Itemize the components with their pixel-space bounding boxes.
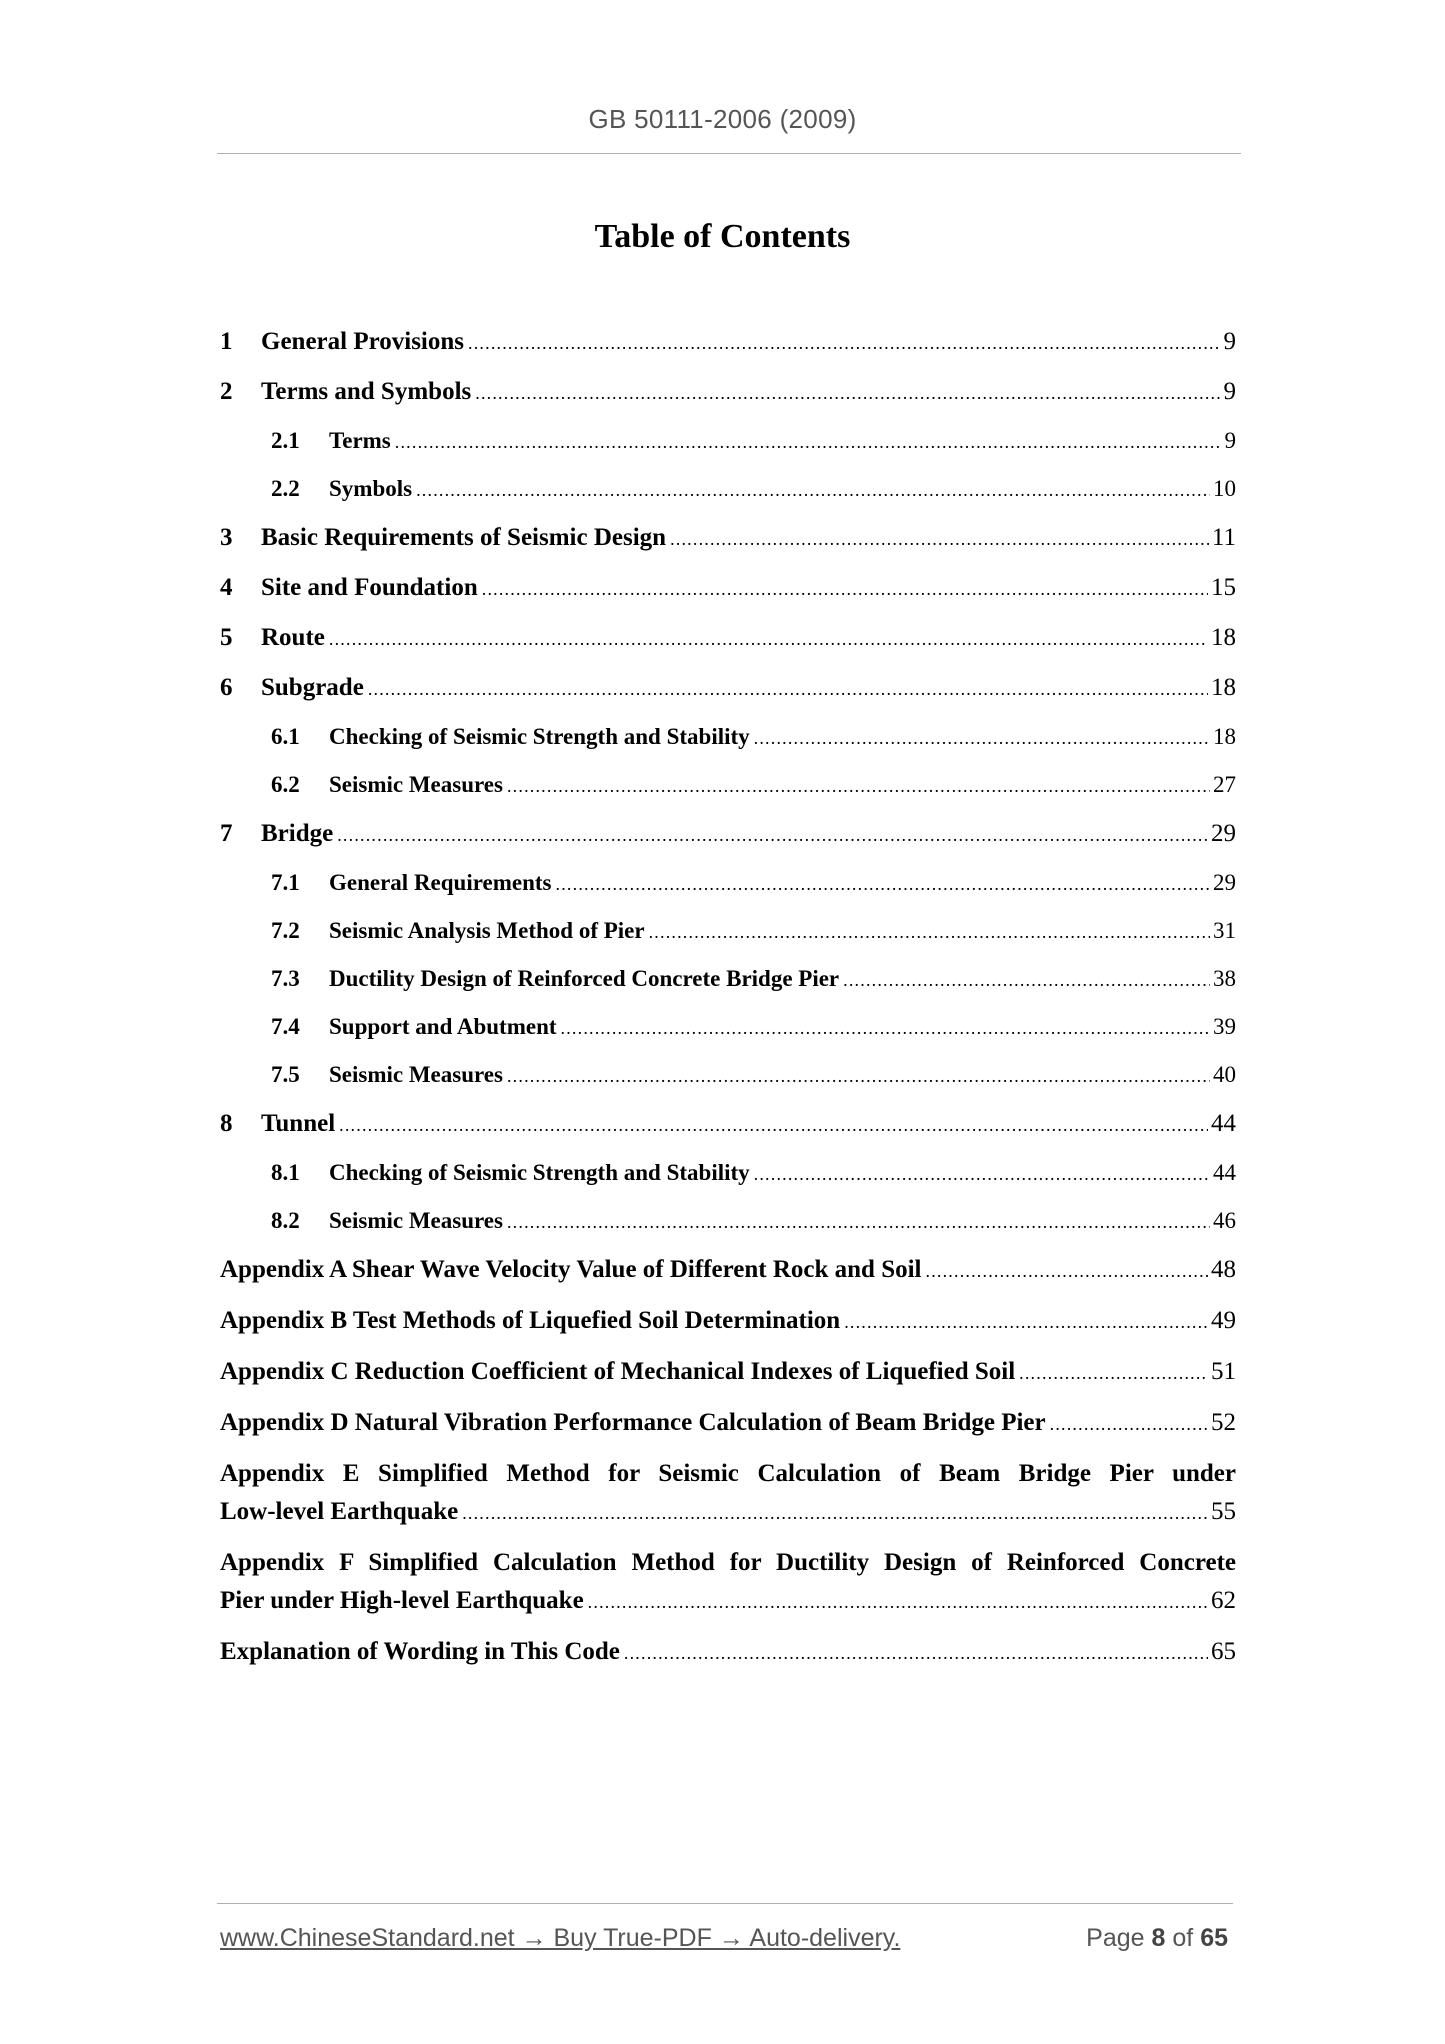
toc-entry-number: 2 (220, 378, 233, 405)
toc-entry-number: 6 (220, 674, 233, 701)
toc-entry-number: 2.1 (271, 428, 300, 453)
dot-leader (507, 1066, 1210, 1087)
dot-leader (649, 922, 1210, 943)
toc-entry-page: 27 (1213, 772, 1236, 797)
toc-entry-title: Seismic Measures (329, 1062, 503, 1087)
toc-entry-number: 8.2 (271, 1208, 300, 1233)
toc-entry-8[interactable] (220, 1110, 1236, 1160)
toc-entry-number: 7.4 (271, 1014, 300, 1039)
toc-entry-number: 4 (220, 574, 233, 601)
toc-entry-page: 55 (1211, 1498, 1236, 1525)
toc-entry-7-1[interactable] (220, 870, 1236, 918)
dot-leader (754, 728, 1210, 749)
header-divider (217, 153, 1241, 154)
toc-entry-1[interactable] (220, 328, 1236, 378)
dot-leader (844, 1312, 1208, 1333)
toc-entry-page: 62 (1211, 1587, 1236, 1614)
toc-entry-6-1[interactable] (220, 724, 1236, 772)
dot-leader (368, 679, 1208, 700)
dot-leader (395, 432, 1222, 453)
toc-entry-number: 7 (220, 820, 233, 847)
toc-entry-7-3[interactable] (220, 966, 1236, 1014)
toc-entry-title: Appendix A Shear Wave Velocity Value of Different Rock and Soil (220, 1256, 922, 1283)
page-title: Table of Contents (594, 218, 851, 255)
page-current: 8 (1151, 1924, 1166, 1952)
toc-entry-7-5[interactable] (220, 1062, 1236, 1110)
footer-divider (217, 1903, 1233, 1904)
dot-leader (754, 1164, 1210, 1185)
dot-leader (588, 1592, 1208, 1613)
toc-entry-title: Appendix B Test Methods of Liquefied Soil Determination (220, 1307, 841, 1334)
toc-entry-title: Checking of Seismic Strength and Stability (329, 1160, 750, 1185)
toc-entry-number: 7.2 (271, 918, 300, 943)
toc-entry-number: 2.2 (271, 476, 300, 501)
toc-entry-number: 6.1 (271, 724, 300, 749)
toc-entry-7-2[interactable] (220, 918, 1236, 966)
toc-entry-title: Ductility Design of Reinforced Concrete Bridge Pier (329, 966, 840, 991)
page-of-label: of (1172, 1924, 1194, 1952)
toc-entry-2[interactable] (220, 378, 1236, 428)
toc-appendix-c[interactable] (220, 1358, 1236, 1409)
toc-entry-number: 3 (220, 524, 233, 551)
dot-leader (1050, 1414, 1208, 1435)
toc-entry-4[interactable] (220, 574, 1236, 624)
toc-appendix-f[interactable] (220, 1549, 1236, 1638)
toc-entry-6-2[interactable] (220, 772, 1236, 820)
toc-entry-page: 40 (1213, 1062, 1236, 1087)
toc-entry-number: 8 (220, 1110, 233, 1137)
toc-entry-5[interactable] (220, 624, 1236, 674)
toc-entry-title: Checking of Seismic Strength and Stability (329, 724, 750, 749)
toc-entry-page: 31 (1213, 918, 1236, 943)
dot-leader (1019, 1363, 1208, 1384)
toc-entry-page: 65 (1211, 1638, 1236, 1665)
toc-appendix-b[interactable] (220, 1307, 1236, 1358)
toc-entry-page: 15 (1211, 574, 1236, 601)
toc-entry-page: 18 (1211, 674, 1236, 701)
toc-entry-2-1[interactable] (220, 428, 1236, 476)
toc-entry-title: Subgrade (261, 674, 364, 701)
table-of-contents (220, 328, 1236, 1689)
toc-entry-page: 38 (1213, 966, 1236, 991)
toc-entry-page: 46 (1213, 1208, 1236, 1233)
toc-entry-3[interactable] (220, 524, 1236, 574)
dot-leader (926, 1261, 1209, 1282)
toc-entry-7[interactable] (220, 820, 1236, 870)
toc-entry-title: Tunnel (261, 1110, 336, 1137)
dot-leader (339, 1115, 1208, 1136)
toc-entry-page: 44 (1211, 1110, 1236, 1137)
toc-entry-title: Terms (329, 428, 391, 453)
toc-entry-2-2[interactable] (220, 476, 1236, 524)
toc-entry-title: Appendix D Natural Vibration Performance Calculation of Beam Bridge Pier (220, 1409, 1046, 1436)
toc-entry-number: 5 (220, 624, 233, 651)
toc-entry-page: 10 (1213, 476, 1236, 501)
toc-entry-title-line1: Appendix E Simplified Method for Seismic Calculation of Beam Bridge Pier under (220, 1460, 1236, 1487)
toc-entry-title: General Requirements (329, 870, 552, 895)
toc-entry-title: Site and Foundation (261, 574, 478, 601)
page-label: Page (1086, 1924, 1145, 1952)
toc-explanation-of-wording[interactable] (220, 1638, 1236, 1689)
page-total: 65 (1200, 1924, 1228, 1952)
dot-leader (561, 1018, 1210, 1039)
dot-leader (556, 874, 1210, 895)
toc-entry-title-line2: Low-level Earthquake (220, 1498, 459, 1525)
toc-entry-title: Appendix C Reduction Coefficient of Mechanical Indexes of Liquefied Soil (220, 1358, 1016, 1385)
toc-entry-page: 39 (1213, 1014, 1236, 1039)
toc-entry-page: 9 (1223, 328, 1236, 355)
toc-entry-title: Seismic Measures (329, 1208, 503, 1233)
toc-entry-title: Explanation of Wording in This Code (220, 1638, 620, 1665)
dot-leader (843, 970, 1210, 991)
dot-leader (624, 1643, 1208, 1664)
toc-entry-number: 7.1 (271, 870, 300, 895)
toc-entry-8-2[interactable] (220, 1208, 1236, 1256)
toc-entry-number: 8.1 (271, 1160, 300, 1185)
toc-entry-title: Symbols (329, 476, 413, 501)
toc-entry-page: 52 (1211, 1409, 1236, 1436)
toc-appendix-d[interactable] (220, 1409, 1236, 1460)
toc-entry-page: 44 (1213, 1160, 1236, 1185)
toc-entry-title: Basic Requirements of Seismic Design (261, 524, 667, 551)
toc-entry-title: Terms and Symbols (261, 378, 472, 405)
footer-website-link[interactable]: www.ChineseStandard.net → Buy True-PDF → Auto-delivery. (220, 1924, 901, 1952)
toc-entry-title-line2: Pier under High-level Earthquake (220, 1587, 584, 1614)
toc-entry-title: Bridge (261, 820, 334, 847)
toc-entry-title: Seismic Analysis Method of Pier (329, 918, 645, 943)
toc-entry-page: 29 (1211, 820, 1236, 847)
toc-entry-title: General Provisions (261, 328, 465, 355)
toc-appendix-a[interactable] (220, 1256, 1236, 1307)
dot-leader (462, 1503, 1208, 1524)
toc-entry-title: Route (261, 624, 325, 651)
toc-entry-number: 7.3 (271, 966, 300, 991)
toc-entry-page: 9 (1223, 378, 1236, 405)
dot-leader (507, 1212, 1210, 1233)
toc-entry-page: 48 (1211, 1256, 1236, 1283)
toc-entry-title-line1: Appendix F Simplified Calculation Method for Ductility Design of Reinforced Concrete (220, 1549, 1236, 1576)
running-header: GB 50111-2006 (2009) (588, 104, 857, 134)
dot-leader (337, 825, 1208, 846)
dot-leader (475, 383, 1220, 404)
toc-entry-page: 49 (1211, 1307, 1236, 1334)
dot-leader (482, 579, 1208, 600)
toc-entry-6[interactable] (220, 674, 1236, 724)
toc-appendix-e[interactable] (220, 1460, 1236, 1549)
toc-entry-number: 6.2 (271, 772, 300, 797)
toc-entry-page: 18 (1213, 724, 1236, 749)
toc-entry-page: 51 (1211, 1358, 1236, 1385)
dot-leader (507, 776, 1210, 797)
toc-entry-7-4[interactable] (220, 1014, 1236, 1062)
dot-leader (329, 629, 1208, 650)
toc-entry-number: 7.5 (271, 1062, 300, 1087)
toc-entry-page: 11 (1211, 524, 1236, 551)
page-number (1086, 1924, 1228, 1953)
dot-leader (670, 529, 1209, 550)
toc-entry-page: 18 (1211, 624, 1236, 651)
toc-entry-title: Seismic Measures (329, 772, 503, 797)
toc-entry-number: 1 (220, 328, 233, 355)
toc-entry-title: Support and Abutment (329, 1014, 557, 1039)
dot-leader (468, 333, 1220, 354)
toc-entry-8-1[interactable] (220, 1160, 1236, 1208)
toc-entry-page: 29 (1213, 870, 1236, 895)
toc-entry-page: 9 (1224, 428, 1236, 453)
dot-leader (416, 480, 1210, 501)
